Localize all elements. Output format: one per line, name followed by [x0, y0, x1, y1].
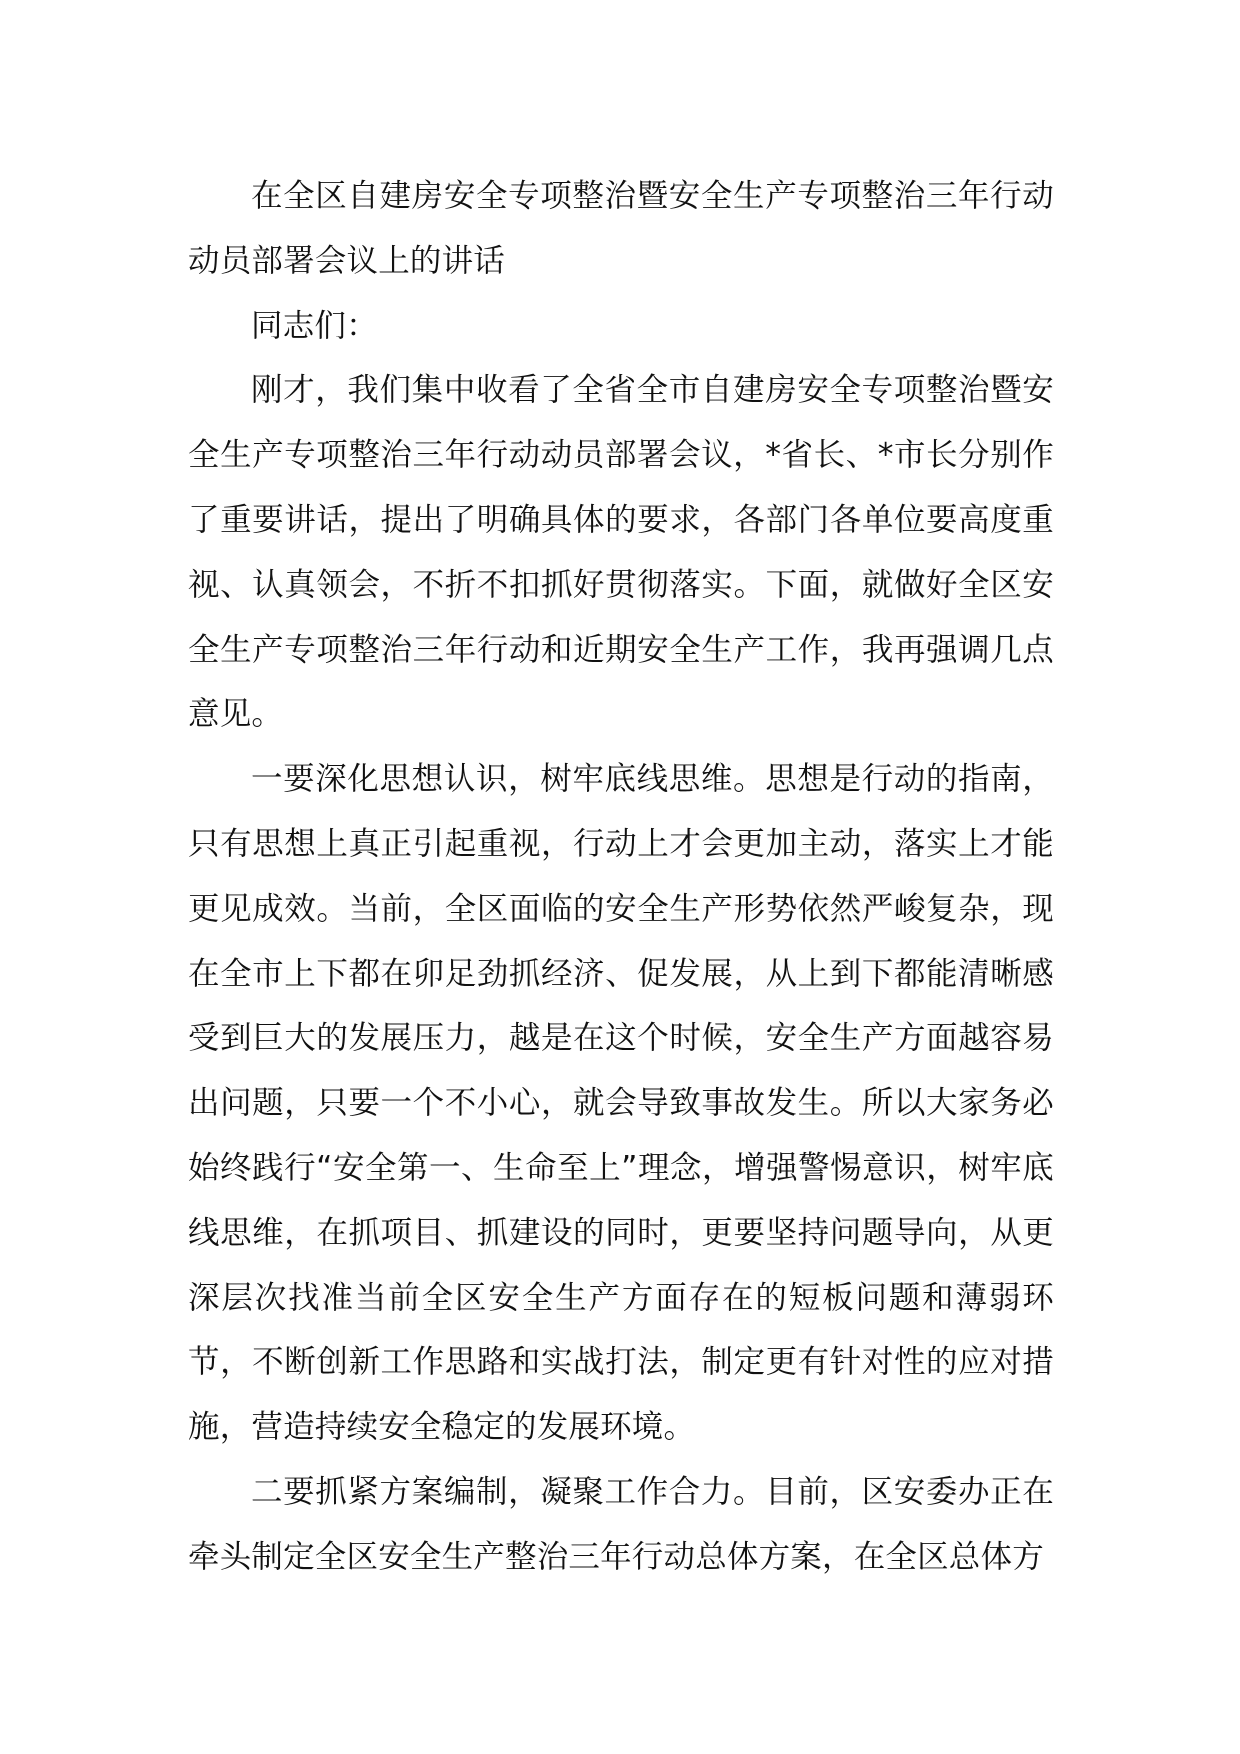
body-paragraph: 一要深化思想认识，树牢底线思维。思想是行动的指南，只有思想上真正引起重视，行动上才会更加主动，落实上才能更见成效。当前，全区面临的安全生产形势依然严峻复杂，现在全市上下都在卯足劲抓经济、促发展，从上到下都能清晰感受到巨大的发展压力，越是在这个时候，安全生产方面越容易出问题，只要一个不小心，就会导致事故发生。所以大家务必始终践行“安全第一、生命至上”理念，增强警惕意识，树牢底线思维，在抓项目、抓建设的同时，更要坚持问题导向，从更深层次找准当前全区安全生产方面存在的短板问题和薄弱环节，不断创新工作思路和实战打法，制定更有针对性的应对措施，营造持续安全稳定的发展环境。	[188, 761, 1054, 1446]
salutation: 同志们：	[251, 307, 378, 344]
body-paragraph: 刚才，我们集中收看了全省全市自建房安全专项整治暨安全生产专项整治三年行动动员部署会议，*省长、*市长分别作了重要讲话，提出了明确具体的要求，各部门各单位要高度重视、认真领会，不折不扣抓好贯彻落实。下面，就做好全区安全生产专项整治三年行动和近期安全生产工作，我再强调几点意见。	[188, 372, 1054, 733]
document-title: 在全区自建房安全专项整治暨安全生产专项整治三年行动动员部署会议上的讲话	[188, 178, 1054, 279]
document-page	[188, 164, 1054, 1590]
body-paragraph: 二要抓紧方案编制，凝聚工作合力。目前，区安委办正在牵头制定全区安全生产整治三年行动总体方案，在全区总体方	[188, 1473, 1054, 1575]
